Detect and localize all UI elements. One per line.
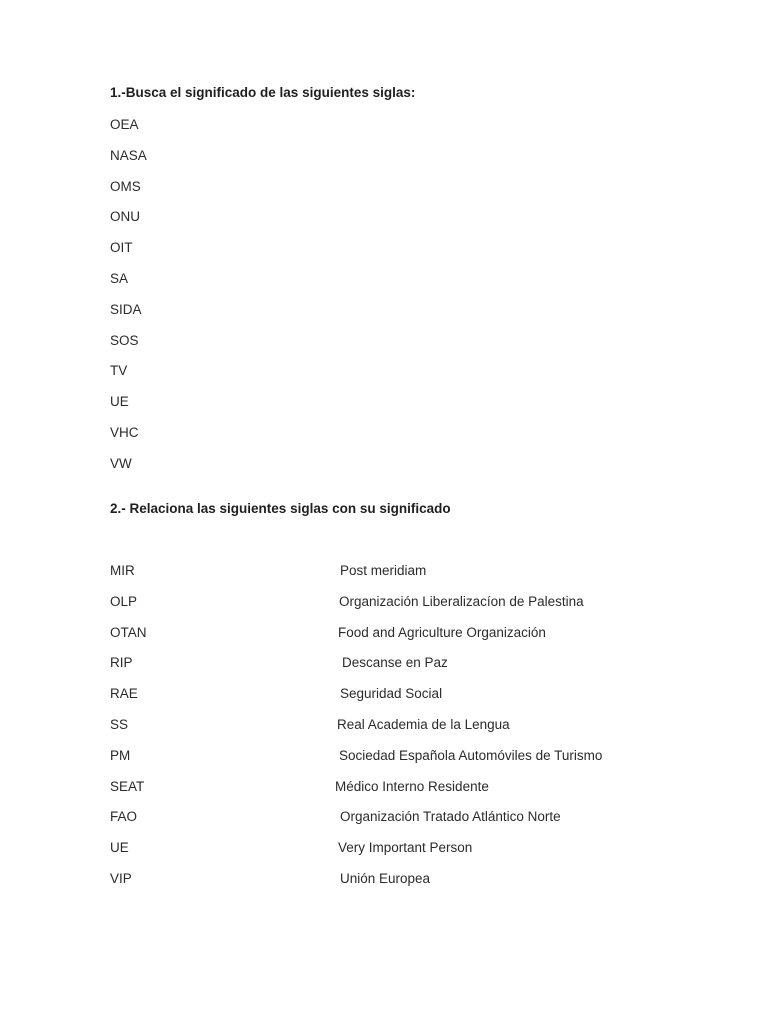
section1-heading: 1.-Busca el significado de las siguientes siglas:: [110, 85, 416, 100]
acronym-item: SA: [110, 270, 129, 286]
matching-meaning: Real Academia de la Lengua: [337, 716, 510, 732]
matching-row: [0, 624, 768, 655]
acronym-item: NASA: [110, 147, 147, 163]
matching-row: [0, 654, 768, 685]
matching-meaning: Unión Europea: [340, 870, 431, 886]
matching-row: [0, 778, 768, 809]
acronym-item: ONU: [110, 209, 140, 225]
matching-acronym: MIR: [110, 563, 135, 578]
acronym-item: SOS: [110, 332, 139, 348]
matching-acronym: OTAN: [110, 624, 147, 640]
matching-list: [0, 562, 768, 901]
acronym-item: VW: [110, 455, 132, 471]
matching-meaning: Post meridiam: [340, 563, 427, 578]
matching-row: [0, 808, 768, 839]
matching-meaning: Seguridad Social: [340, 686, 443, 702]
matching-acronym: RAE: [110, 686, 138, 702]
acronym-item: UE: [110, 394, 129, 410]
matching-acronym: PM: [110, 747, 131, 763]
acronym-item: TV: [110, 363, 128, 379]
matching-row: [0, 593, 768, 624]
section2-heading: 2.- Relaciona las siguientes siglas con su significado: [110, 501, 451, 516]
matching-row: [0, 839, 768, 870]
matching-acronym: OLP: [110, 593, 138, 609]
acronym-list: [110, 116, 147, 486]
acronym-item: SIDA: [110, 301, 142, 317]
matching-row: [0, 747, 768, 778]
matching-row: [0, 870, 768, 901]
matching-meaning: Organización Liberalizacíon de Palestina: [339, 593, 584, 609]
acronym-item: OEA: [110, 117, 139, 132]
matching-meaning: Descanse en Paz: [342, 655, 448, 671]
matching-row: [0, 562, 768, 593]
matching-acronym: UE: [110, 840, 129, 856]
matching-acronym: VIP: [110, 870, 132, 886]
acronym-item: OMS: [110, 178, 141, 194]
acronym-item: OIT: [110, 240, 133, 256]
matching-meaning: Médico Interno Residente: [335, 778, 489, 794]
acronym-item: VHC: [110, 424, 139, 440]
matching-row: [0, 716, 768, 747]
matching-acronym: FAO: [110, 809, 138, 825]
matching-meaning: Sociedad Española Automóviles de Turismo: [339, 747, 603, 763]
matching-meaning: Food and Agriculture Organización: [338, 624, 546, 640]
matching-meaning: Organización Tratado Atlántico Norte: [340, 809, 561, 825]
matching-acronym: RIP: [110, 655, 133, 671]
matching-row: [0, 685, 768, 716]
matching-meaning: Very Important Person: [338, 840, 473, 856]
matching-acronym: SEAT: [110, 778, 145, 794]
matching-acronym: SS: [110, 716, 129, 732]
